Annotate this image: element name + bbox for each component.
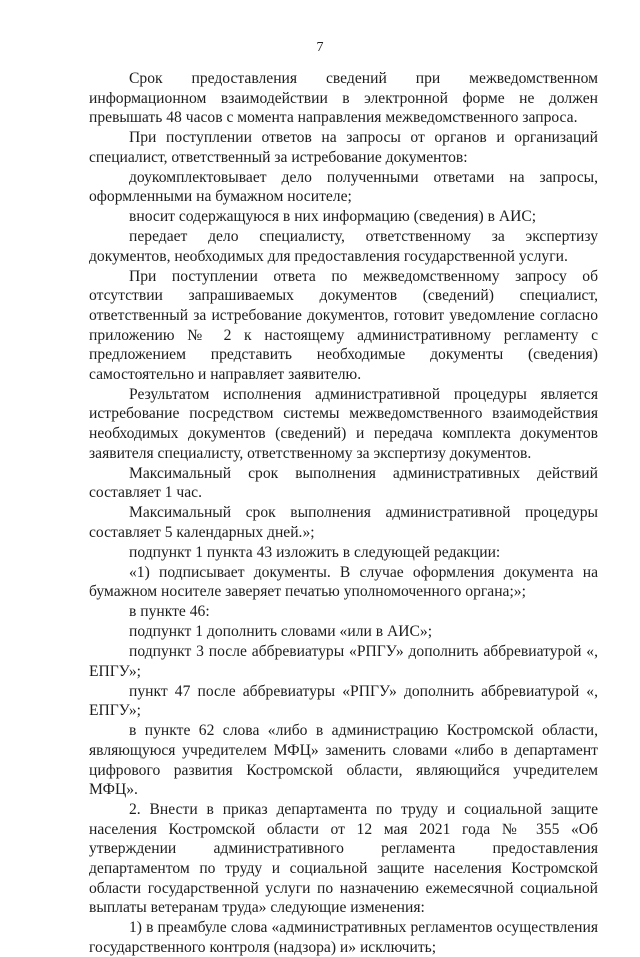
paragraph-subclause-1: подпункт 1 дополнить словами «или в АИС»; [129,623,433,641]
paragraph-clause-46: в пункте 46: [129,603,210,621]
paragraph-subclause-3: подпункт 3 после аббревиатуры «РПГУ» дополнить аббревиатурой «, ЕПГУ»; [89,643,598,680]
paragraph-missing-documents: При поступлении ответа по межведомственному запросу об отсутствии запрашиваемых документов (сведений) специалист, ответственный за истребование документов, готовит уведомление согласно приложению № 2 к настоящему административному регламенту с предложением представить необходимые документы (сведения) самостоятельно и направляет заявителю. [89,267,598,383]
paragraph-amend-order-355: 2. Внести в приказ департамента по труду и социальной защите населения Костромской области от 12 мая 2021 года № 355 «Об утверждении административного регламента предоставления департаментом по труду и социальной защите населения Костромской области государственной услуги по назначению ежемесячной социальной выплаты ветеранам труда» следующие изменения: [89,801,598,917]
paragraph-completes-file: доукомплектовывает дело полученными ответами на запросы, оформленными на бумажном носителе; [89,168,598,206]
paragraph-procedure-result: Результатом исполнения административной процедуры является истребование посредством системы межведомственного взаимодействия необходимых документов (сведений) и передача комплекта документов заявителя специалисту, ответственному за экспертизу документов. [89,385,598,462]
page-number: 7 [316,40,324,55]
paragraph-clause-62: в пункте 62 слова «либо в администрацию Костромской области, являющуюся учредителем МФЦ» заменить словами «либо в департамент цифрового развития Костромской области, являющийся учредителем МФЦ». [89,722,598,799]
paragraph-preamble-change: 1) в преамбуле слова «административных регламентов осуществления государственного контроля (надзора) и» исключить; [89,919,598,956]
document-body [89,69,598,957]
paragraph-signs-documents: «1) подписывает документы. В случае оформления документа на бумажном носителе заверяет печатью уполномоченного органа;»; [89,563,598,601]
paragraph-transfers-file: передает дело специалисту, ответственному за экспертизу документов, необходимых для предоставления государственной услуги. [89,228,598,265]
paragraph-responses-received: При поступлении ответов на запросы от органов и организаций специалист, ответственный за истребование документов: [89,129,598,166]
paragraph-clause-47: пункт 47 после аббревиатуры «РПГУ» дополнить аббревиатурой «, ЕПГУ»; [89,682,598,720]
paragraph-max-action-time: Максимальный срок выполнения административных действий составляет 1 час. [89,464,598,502]
paragraph-request-deadline: Срок предоставления сведений при межведомственном информационном взаимодействии в электронной форме не должен превышать 48 часов с момента направления межведомственного запроса. [89,70,598,127]
paragraph-enters-ais: вносит содержащуюся в них информацию (сведения) в АИС; [129,208,537,226]
paragraph-max-procedure-time: Максимальный срок выполнения административной процедуры составляет 5 календарных дней.»; [89,504,598,541]
paragraph-subclause-43: подпункт 1 пункта 43 изложить в следующей редакции: [129,543,501,561]
